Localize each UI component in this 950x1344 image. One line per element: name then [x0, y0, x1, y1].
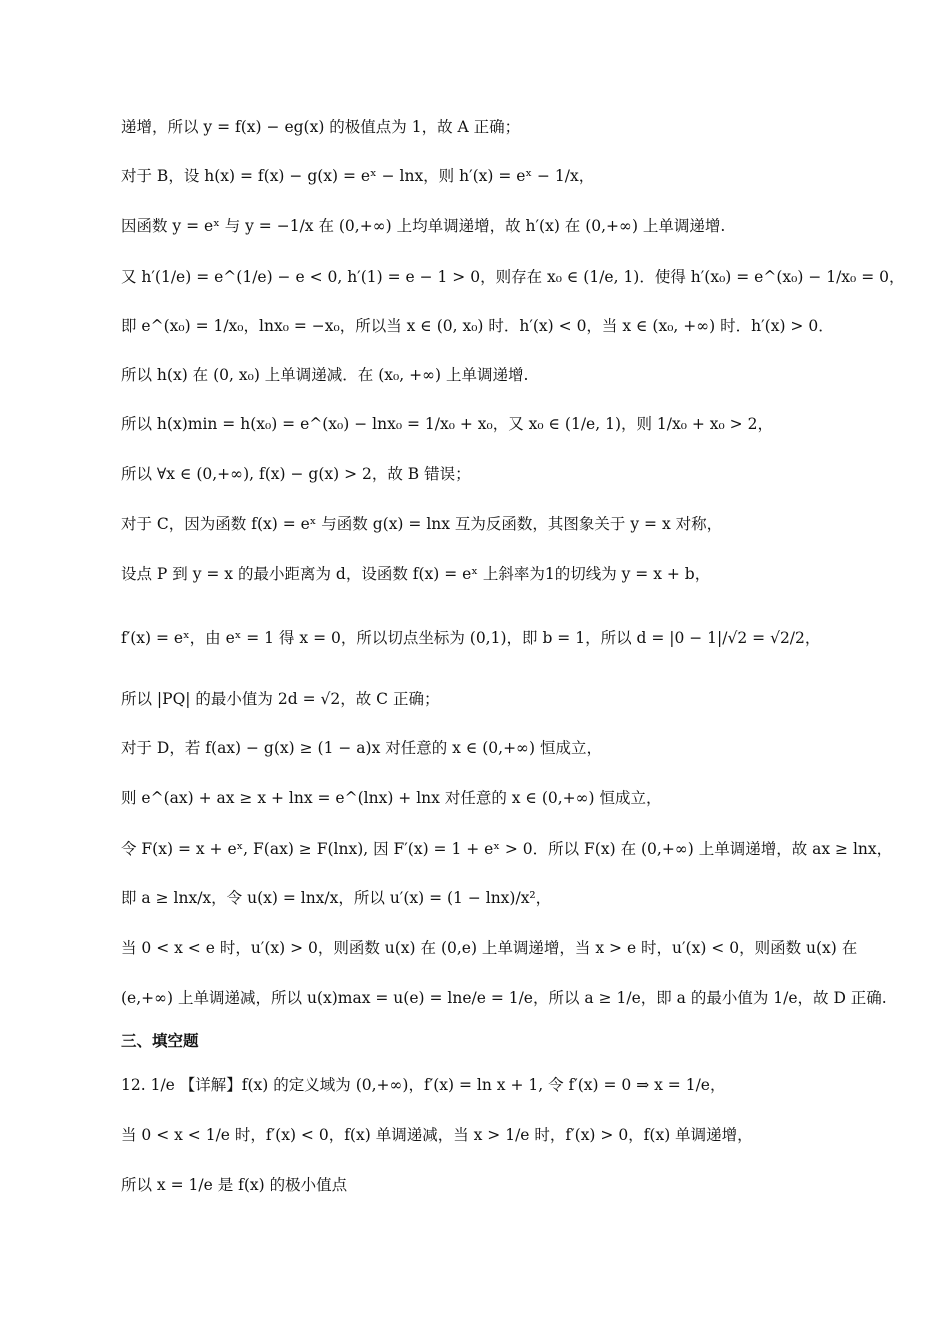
text-line: 当 0 < x < 1/e 时，f′(x) < 0，f(x) 单调递减，当 x > 1/e 时，f′(x) > 0，f(x) 单调递增， — [121, 1126, 753, 1144]
text-line: 递增，所以 y = f(x) − eg(x) 的极值点为 1，故 A 正确； — [121, 118, 521, 136]
text-line: 所以 h(x) 在 (0, x₀) 上单调递减．在 (x₀, +∞) 上单调递增. — [121, 366, 529, 384]
text-line: 对于 D，若 f(ax) − g(x) ≥ (1 − a)x 对任意的 x ∈ (0,+∞) 恒成立， — [121, 739, 602, 757]
text-line: 又 h′(1/e) = e^(1/e) − e < 0, h′(1) = e − 1 > 0，则存在 x₀ ∈ (1/e, 1)．使得 h′(x₀) = e^(x₀) − 1/x₀ = 0， — [121, 268, 905, 286]
text-line: 令 F(x) = x + eˣ, F(ax) ≥ F(lnx), 因 F′(x) = 1 + eˣ > 0．所以 F(x) 在 (0,+∞) 上单调递增，故 ax ≥ lnx， — [121, 840, 893, 858]
text-line: 即 e^(x₀) = 1/x₀，lnx₀ = −x₀，所以当 x ∈ (0, x₀) 时．h′(x) < 0，当 x ∈ (x₀, +∞) 时．h′(x) > 0． — [121, 317, 834, 335]
text-line: 则 e^(ax) + ax ≥ x + lnx = e^(lnx) + lnx 对任意的 x ∈ (0,+∞) 恒成立， — [121, 789, 662, 807]
text-line: 当 0 < x < e 时，u′(x) > 0，则函数 u(x) 在 (0,e) 上单调递增，当 x > e 时，u′(x) < 0，则函数 u(x) 在 — [121, 939, 858, 957]
text-line: 设点 P 到 y = x 的最小距离为 d，设函数 f(x) = eˣ 上斜率为1的切线为 y = x + b， — [121, 565, 711, 583]
text-line: 所以 |PQ| 的最小值为 2d = √2，故 C 正确； — [121, 690, 440, 708]
text-line: (e,+∞) 上单调递减，所以 u(x)max = u(e) = lne/e = 1/e，所以 a ≥ 1/e，即 a 的最小值为 1/e，故 D 正确. — [121, 989, 887, 1007]
text-line: 因函数 y = eˣ 与 y = −1/x 在 (0,+∞) 上均单调递增，故 h′(x) 在 (0,+∞) 上单调递增. — [121, 217, 726, 235]
text-line: 所以 h(x)min = h(x₀) = e^(x₀) − lnx₀ = 1/x₀ + x₀，又 x₀ ∈ (1/e, 1)，则 1/x₀ + x₀ > 2， — [121, 415, 773, 433]
text-line: 即 a ≥ lnx/x，令 u(x) = lnx/x，所以 u′(x) = (1 − lnx)/x²， — [121, 889, 552, 907]
text-line: 对于 B，设 h(x) = f(x) − g(x) = eˣ − lnx，则 h′(x) = eˣ − 1/x， — [121, 167, 595, 185]
text-line: 所以 x = 1/e 是 f(x) 的极小值点 — [121, 1176, 348, 1194]
text-line: f′(x) = eˣ，由 eˣ = 1 得 x = 0，所以切点坐标为 (0,1)，即 b = 1，所以 d = |0 − 1|/√2 = √2/2， — [121, 629, 821, 647]
section-heading: 三、填空题 — [121, 1032, 199, 1050]
text-line: 所以 ∀x ∈ (0,+∞), f(x) − g(x) > 2，故 B 错误； — [121, 465, 471, 483]
text-line: 对于 C，因为函数 f(x) = eˣ 与函数 g(x) = lnx 互为反函数，其图象关于 y = x 对称， — [121, 515, 723, 533]
text-line: 12. 1/e 【详解】f(x) 的定义域为 (0,+∞)，f′(x) = ln x + 1, 令 f′(x) = 0 ⇒ x = 1/e， — [121, 1076, 726, 1094]
